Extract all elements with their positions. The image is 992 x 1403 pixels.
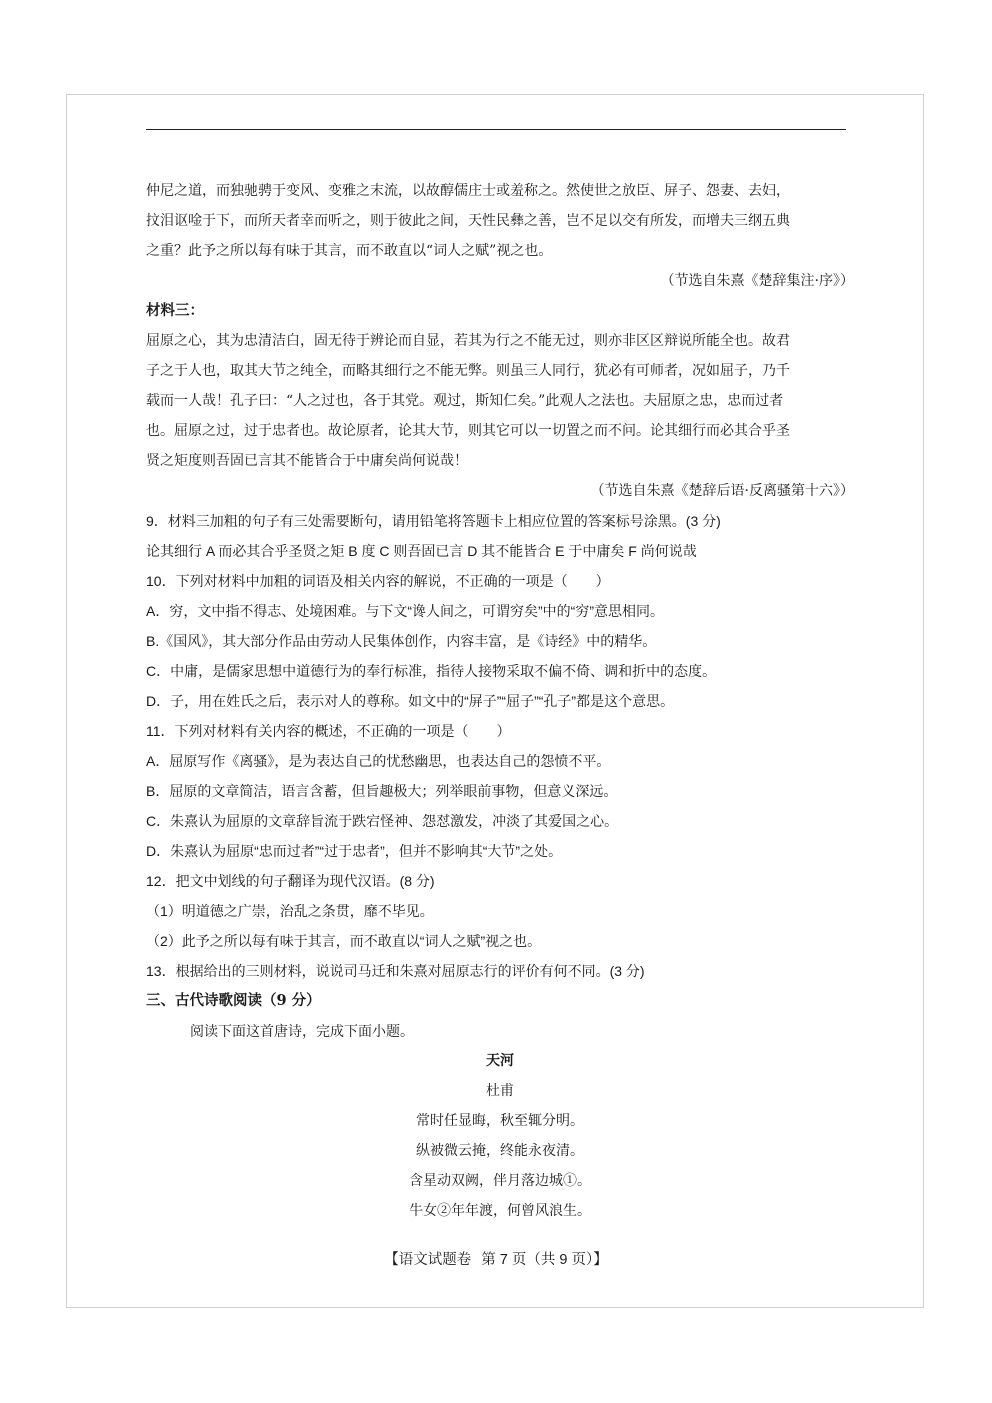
material2-line: 之重？此予之所以每有味于其言，而不敢直以“词人之赋”视之也。	[146, 243, 553, 259]
question-9-text: 论其细行 A 而必其合乎圣贤之矩 B 度 C 则吾固已言 D 其不能皆合 E 于中庸矣 F 尚何说哉	[146, 543, 697, 559]
section3-intro: 阅读下面这首唐诗，完成下面小题。	[190, 1023, 414, 1039]
footer-page-number: 第 7 页	[481, 1252, 527, 1268]
question-11-option-a: A．屈原写作《离骚》，是为表达自己的忧愁幽思，也表达自己的怨愤不平。	[146, 753, 611, 769]
material3-line: 屈原之心，其为忠清洁白，固无待于辨论而自显，若其为行之不能无过，则亦非区区辩说所能全也。故君	[146, 333, 790, 349]
header-rule	[146, 129, 846, 130]
question-10-option-c: C．中庸，是儒家思想中道德行为的奉行标准，指待人接物采取不偏不倚、调和折中的态度。	[146, 663, 717, 679]
question-10: 10．下列对材料中加粗的词语及相关内容的解说，不正确的一项是（ ）	[146, 573, 610, 589]
footer-total-pages: （共 9 页）】	[526, 1252, 608, 1268]
question-9: 9．材料三加粗的句子有三处需要断句，请用铅笔将答题卡上相应位置的答案标号涂黑。(3 分)	[146, 513, 721, 529]
material3-line: 贤之矩度则吾固已言其不能皆合于中庸矣尚何说哉！	[146, 453, 468, 469]
page-footer	[0, 1248, 992, 1269]
question-11-option-c: C．朱熹认为屈原的文章辞旨流于跌宕怪神、怨怼激发，冲淡了其爱国之心。	[146, 813, 619, 829]
material2-source: （节选自朱熹《楚辞集注·序》）	[660, 273, 854, 289]
page-content	[146, 176, 854, 1226]
material2-line: 抆泪讴唫于下，而所天者幸而听之，则于彼此之间，天性民彝之善，岂不足以交有所发，而增夫三纲五典	[146, 213, 790, 229]
poem-line: 纵被微云掩，终能永夜清。	[416, 1143, 584, 1159]
footer-title: 【语文试题卷	[384, 1252, 472, 1268]
material3-source: （节选自朱熹《楚辞后语·反离骚第十六》）	[590, 483, 854, 499]
question-10-option-d: D．子，用在姓氏之后，表示对人的尊称。如文中的“屏子”“屈子”“孔子”都是这个意思。	[146, 693, 675, 709]
section3-heading: 三、古代诗歌阅读（9 分）	[146, 992, 321, 1009]
material3-line: 载而一人哉！孔子曰：“人之过也，各于其党。观过，斯知仁矣。”此观人之法也。夫屈原之忠，忠而过者	[146, 393, 784, 409]
question-10-option-b: B.《国风》，其大部分作品由劳动人民集体创作，内容丰富，是《诗经》中的精华。	[146, 633, 657, 649]
material3-line: 子之于人也，取其大节之纯全，而略其细行之不能无弊。则虽三人同行，犹必有可师者，况如屈子，乃千	[146, 363, 790, 379]
question-11: 11．下列对材料有关内容的概述，不正确的一项是（ ）	[146, 723, 511, 739]
question-12-part-2: （2）此予之所以每有味于其言，而不敢直以“词人之赋”视之也。	[146, 933, 542, 949]
material3-heading: 材料三：	[146, 302, 204, 319]
question-11-option-d: D．朱熹认为屈原“忠而过者”“过于忠者”，但并不影响其“大节”之处。	[146, 843, 563, 859]
question-11-option-b: B．屈原的文章简洁，语言含蓄，但旨趣极大；列举眼前事物，但意义深远。	[146, 783, 618, 799]
question-10-option-a: A．穷，文中指不得志、处境困难。与下文“谗人间之，可谓穷矣”中的“穷”意思相同。	[146, 603, 664, 619]
poem-line: 含星动双阙，伴月落边城①。	[409, 1173, 591, 1189]
poem-author: 杜甫	[486, 1083, 514, 1099]
question-12-part-1: （1）明道德之广崇，治乱之条贯，靡不毕见。	[146, 903, 434, 919]
material3-line: 也。屈原之过，过于忠者也。故论原者，论其大节，则其它可以一切置之而不问。论其细行而必其合乎圣	[146, 423, 790, 439]
poem-line: 牛女②年年渡，何曾风浪生。	[409, 1203, 591, 1219]
poem-line: 常时任显晦，秋至辄分明。	[416, 1113, 584, 1129]
question-13: 13．根据给出的三则材料，说说司马迁和朱熹对屈原志行的评价有何不同。(3 分)	[146, 963, 645, 979]
material2-line: 仲尼之道，而独驰骋于变风、变雅之末流，以故醇儒庄士或羞称之。然使世之放臣、屏子、怨妻、去妇，	[146, 183, 790, 199]
question-12: 12．把文中划线的句子翻译为现代汉语。(8 分)	[146, 873, 435, 889]
poem-title: 天河	[486, 1053, 514, 1069]
